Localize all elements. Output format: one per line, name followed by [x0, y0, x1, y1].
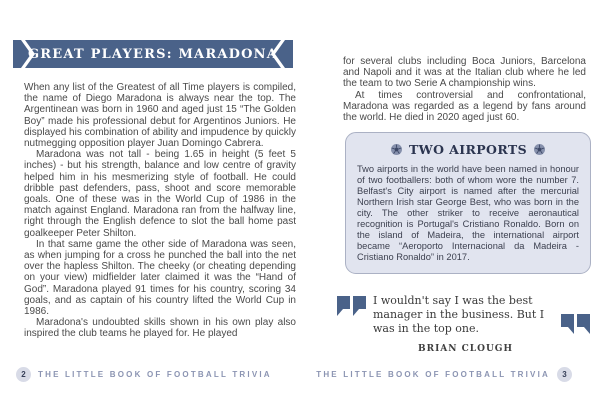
book-title-footer: THE LITTLE BOOK OF FOOTBALL TRIVIA: [38, 370, 272, 379]
paragraph: When any list of the Greatest of all Time players is compiled, the name of Diego Maradona is always near the top. The Argentinean was born in 1960 and aged just 15 “The Golden Boy” made his professional debut for Argentinos Juniors. He displayed his combination of ability and impudence by quickly nutmegging opposition player Juan Domingo Cabrera.: [24, 82, 296, 150]
trivia-box-header: [357, 142, 579, 157]
paragraph: Maradona's undoubted skills shown in his own play also inspired the club teams he played for. He played: [24, 317, 296, 340]
page-right: [300, 0, 600, 400]
football-icon: [391, 144, 402, 155]
left-page-footer: [16, 367, 272, 382]
page-number-badge: 3: [557, 367, 572, 382]
football-icon: [534, 144, 545, 155]
quote-text: I wouldn't say I was the best manager in the business. But I was in the top one.: [373, 294, 545, 336]
trivia-box-text: Two airports in the world have been named in honour of two footballers: both of whom wore the number 7. Belfast's City airport is named after the mercurial Northern Irish star George Best, who was born in the city. The other striker to receive aeronautical recognition is Portugal's Cristiano Ronaldo. Born on the island of Madeira, the international airport became “Aeroporto Internacional da Madeira - Cristiano Ronaldo” in 2017.: [357, 164, 579, 263]
right-page-footer: [316, 367, 572, 382]
chapter-banner: [13, 40, 293, 68]
trivia-box: [345, 132, 591, 274]
trivia-box-title: TWO AIRPORTS: [408, 142, 528, 158]
pull-quote: [337, 294, 590, 336]
page-number-badge: 2: [16, 367, 31, 382]
paragraph: Maradona was not tall - being 1.65 in height (5 feet 5 inches) - but his strength, balance and low centre of gravity helped him in his mesmerizing style of football. He could dribble past defenders, pass, shoot and score memorable goals. One of these was in the World Cup of 1986 in the match against England. Maradona ran from the halfway line, right through the English defence to slot the ball home past goalkeeper Peter Shilton.: [24, 149, 296, 239]
open-quote-icon: [337, 296, 367, 316]
paragraph: At times controversial and confrontational, Maradona was regarded as a legend by fans around the world. He died in 2020 aged just 60.: [343, 89, 586, 124]
left-page-body: [24, 82, 296, 340]
right-page-body: [343, 56, 586, 123]
paragraph: for several clubs including Boca Juniors, Barcelona and Napoli and it was at the Italian club where he led the team to two Serie A championship wins.: [343, 56, 586, 90]
close-quote-icon: [560, 314, 590, 334]
book-title-footer: THE LITTLE BOOK OF FOOTBALL TRIVIA: [316, 370, 550, 379]
quote-attribution: BRIAN CLOUGH: [417, 344, 513, 355]
chapter-title: GREAT PLAYERS: MARADONA: [28, 46, 278, 62]
paragraph: In that same game the other side of Maradona was seen, as when jumping for a cross he punched the ball into the net over the hapless Shilton. The cheeky (or cheating depending on your view) midfielder later claimed it was the “Hand of God”. Maradona played 91 times for his country, scoring 34 goals, and as captain of his country lifted the World Cup in 1986.: [24, 238, 296, 318]
